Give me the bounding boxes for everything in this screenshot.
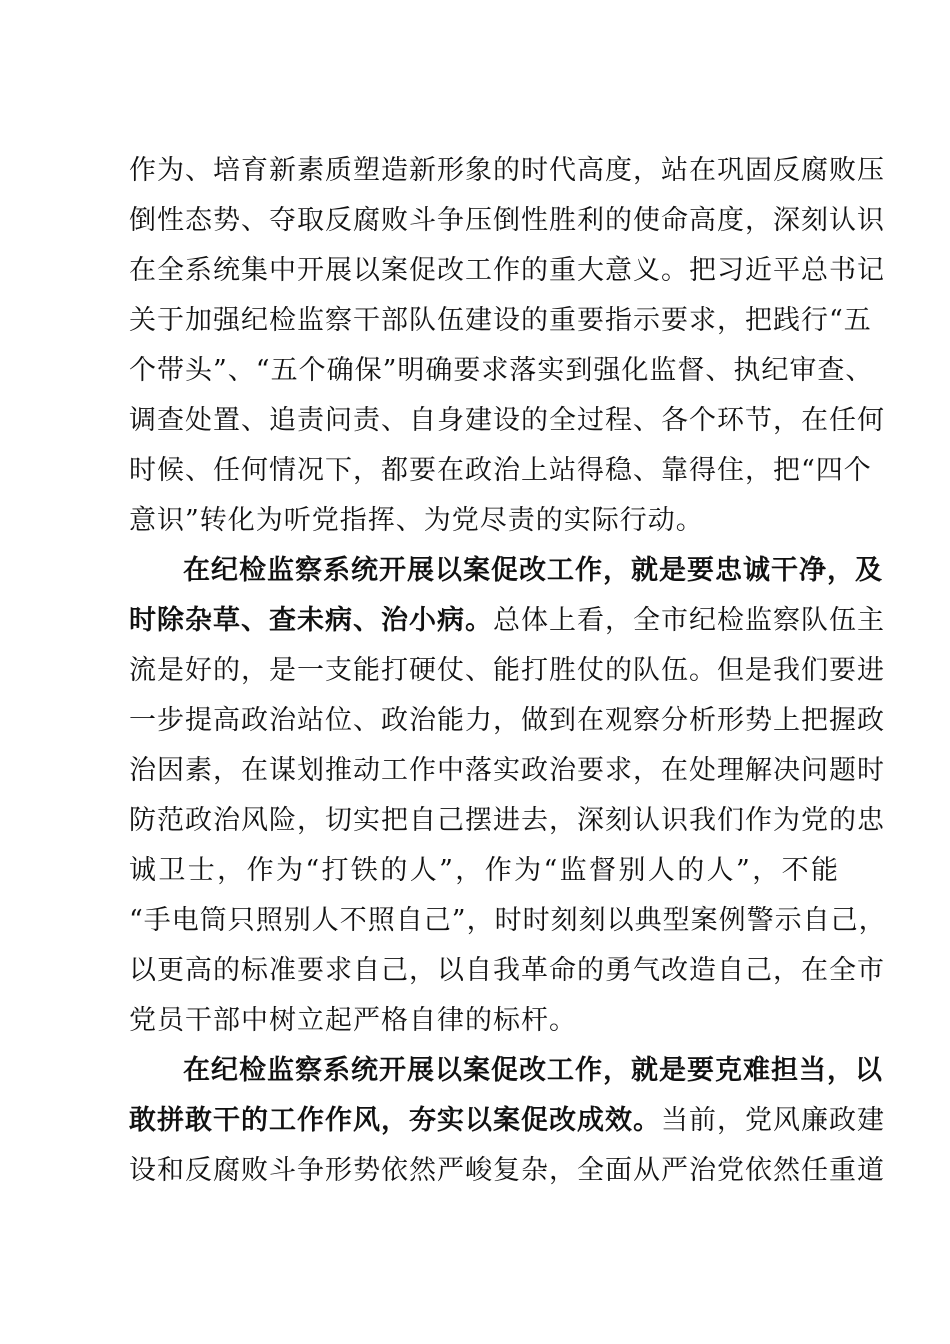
paragraph-line [129, 1046, 883, 1096]
body-text: 总体上看，全市纪检监察队伍主 [493, 605, 885, 636]
paragraph-3 [129, 1046, 885, 1196]
paragraph-line: 治因素，在谋划推动工作中落实政治要求，在处理解决问题时 [129, 755, 885, 786]
paragraph-1 [129, 146, 885, 546]
paragraph-line [129, 1096, 885, 1146]
paragraph-line: 流是好的，是一支能打硬仗、能打胜仗的队伍。但是我们要进 [129, 655, 885, 686]
paragraph-line: 关于加强纪检监察干部队伍建设的重要指示要求，把践行“五 [129, 305, 872, 336]
paragraph-2 [129, 546, 887, 1046]
paragraph-line: 调查处置、追责问责、自身建设的全过程、各个环节，在任何 [129, 405, 885, 436]
paragraph-line: 时候、任何情况下，都要在政治上站得稳、靠得住，把“四个 [129, 455, 872, 486]
bold-lead-text: 在纪检监察系统开展以案促改工作，就是要克难担当，以 [183, 1055, 883, 1086]
body-text: 当前，党风廉政建 [661, 1105, 885, 1136]
paragraph-line: 党员干部中树立起严格自律的标杆。 [129, 1005, 577, 1036]
paragraph-line: “手电筒只照别人不照自己”，时时刻刻以典型案例警示自己， [129, 905, 887, 936]
bold-lead-text: 敢拼敢干的工作作风，夯实以案促改成效。 [129, 1105, 661, 1136]
document-body [129, 146, 887, 1196]
bold-lead-text: 在纪检监察系统开展以案促改工作，就是要忠诚干净，及 [183, 555, 883, 586]
paragraph-line [129, 546, 883, 596]
paragraph-line: 意识”转化为听党指挥、为党尽责的实际行动。 [129, 505, 704, 536]
paragraph-line [129, 596, 885, 646]
paragraph-line: 在全系统集中开展以案促改工作的重大意义。把习近平总书记 [129, 255, 885, 286]
paragraph-line: 防范政治风险，切实把自己摆进去，深刻认识我们作为党的忠 [129, 805, 885, 836]
paragraph-line: 以更高的标准要求自己，以自我革命的勇气改造自己，在全市 [129, 955, 885, 986]
paragraph-line: 设和反腐败斗争形势依然严峻复杂，全面从严治党依然任重道 [129, 1155, 885, 1186]
paragraph-line: 个带头”、“五个确保”明确要求落实到强化监督、执纪审查、 [129, 355, 874, 386]
paragraph-line: 一步提高政治站位、政治能力，做到在观察分析形势上把握政 [129, 705, 885, 736]
bold-lead-text: 时除杂草、查未病、治小病。 [129, 605, 493, 636]
paragraph-line: 诚卫士，作为“打铁的人”，作为“监督别人的人”，不能 [129, 855, 839, 886]
paragraph-line: 作为、培育新素质塑造新形象的时代高度，站在巩固反腐败压 [129, 155, 885, 186]
paragraph-line: 倒性态势、夺取反腐败斗争压倒性胜利的使命高度，深刻认识 [129, 205, 885, 236]
